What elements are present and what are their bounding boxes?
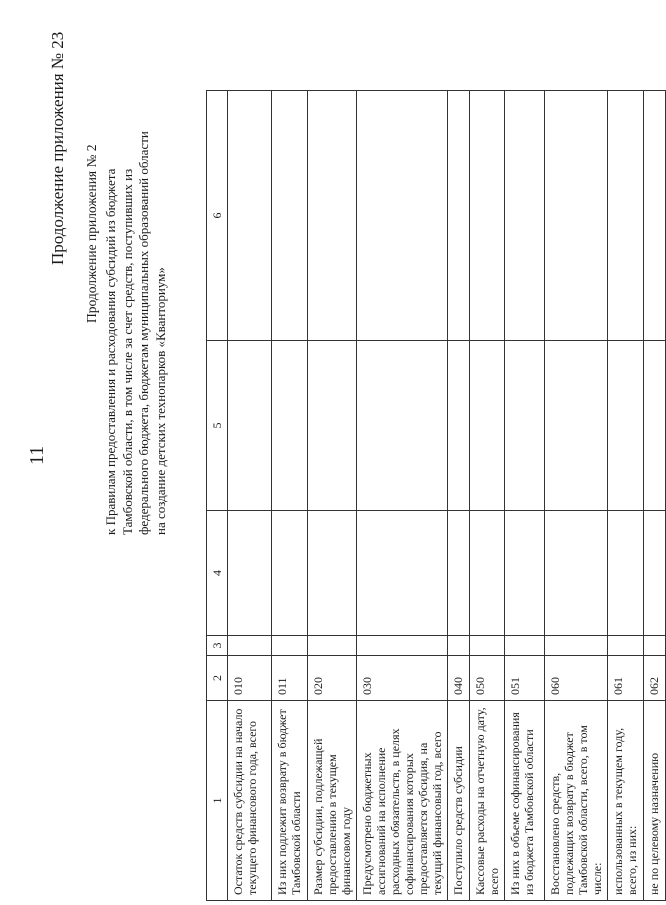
row-code: 051 — [505, 656, 545, 701]
row-label: Из них подлежит возврату в бюджет Тамбовской области — [272, 701, 308, 901]
empty-cell — [644, 511, 666, 636]
table-row — [308, 91, 357, 901]
empty-cell — [470, 511, 505, 636]
table-row — [272, 91, 308, 901]
continuation-subtitle: Продолжение приложения № 2 — [84, 144, 99, 323]
row-label: Остаток средств субсидии на начало текущего финансового года, всего — [228, 701, 272, 901]
empty-cell — [545, 91, 608, 341]
table-row — [545, 91, 608, 901]
row-label: Кассовые расходы на отчетную дату, всего — [470, 701, 505, 901]
empty-cell — [448, 341, 470, 511]
table-row — [448, 91, 470, 901]
empty-cell — [505, 341, 545, 511]
empty-cell — [228, 91, 272, 341]
row-code: 061 — [608, 656, 644, 701]
row-code: 030 — [357, 656, 448, 701]
empty-cell — [505, 636, 545, 656]
row-code: 062 — [644, 656, 666, 701]
empty-cell — [308, 636, 357, 656]
column-header: 4 — [207, 511, 228, 636]
empty-cell — [228, 636, 272, 656]
row-code: 040 — [448, 656, 470, 701]
row-label: Восстановлено средств, подлежащих возврату в бюджет Тамбовской области, всего, в том числе: — [545, 701, 608, 901]
empty-cell — [272, 91, 308, 341]
empty-cell — [448, 91, 470, 341]
empty-cell — [644, 91, 666, 341]
empty-cell — [470, 636, 505, 656]
table-row — [608, 91, 644, 901]
empty-cell — [357, 341, 448, 511]
empty-cell — [644, 341, 666, 511]
empty-cell — [545, 511, 608, 636]
table-row — [357, 91, 448, 901]
empty-cell — [505, 511, 545, 636]
table-row — [470, 91, 505, 901]
empty-cell — [272, 636, 308, 656]
row-code: 011 — [272, 656, 308, 701]
empty-cell — [308, 511, 357, 636]
empty-cell — [470, 91, 505, 341]
empty-cell — [545, 341, 608, 511]
page-number: 11 — [26, 445, 48, 465]
table-header-row — [207, 91, 228, 901]
row-label: Размер субсидии, подлежащей предоставлению в текущем финансовом году — [308, 701, 357, 901]
empty-cell — [608, 636, 644, 656]
empty-cell — [608, 341, 644, 511]
row-code: 060 — [545, 656, 608, 701]
row-label: Предусмотрено бюджетных ассигнований на исполнение расходных обязательств, в целях софинансирования которых предоставляется субсидия, на текущий финансовый год, всего — [357, 701, 448, 901]
empty-cell — [357, 636, 448, 656]
empty-cell — [228, 511, 272, 636]
empty-cell — [308, 91, 357, 341]
empty-cell — [545, 636, 608, 656]
row-label: не по целевому назначению — [644, 701, 666, 901]
empty-cell — [505, 91, 545, 341]
empty-cell — [272, 341, 308, 511]
row-code: 020 — [308, 656, 357, 701]
empty-cell — [357, 511, 448, 636]
row-label: Поступило средств субсидии — [448, 701, 470, 901]
description-line: федерального бюджета, бюджетам муниципальных образований области — [136, 131, 152, 535]
row-label: использованных в текущем году, всего, из них: — [608, 701, 644, 901]
empty-cell — [448, 636, 470, 656]
column-header: 3 — [207, 636, 228, 656]
description-line: Тамбовской области, в том числе за счет средств, поступивших из — [119, 168, 135, 535]
description-line: к Правилам предоставления и расходования субсидий из бюджета — [103, 168, 118, 535]
empty-cell — [272, 511, 308, 636]
table-row — [228, 91, 272, 901]
column-header: 5 — [207, 341, 228, 511]
empty-cell — [470, 341, 505, 511]
row-code: 010 — [228, 656, 272, 701]
table-row — [505, 91, 545, 901]
table-row — [644, 91, 666, 901]
subsidy-report-table — [206, 90, 666, 901]
empty-cell — [608, 511, 644, 636]
empty-cell — [357, 91, 448, 341]
row-label: Из них в объеме софинансирования из бюджета Тамбовской области — [505, 701, 545, 901]
rules-description — [103, 35, 169, 535]
column-header: 2 — [207, 656, 228, 701]
empty-cell — [608, 91, 644, 341]
empty-cell — [644, 636, 666, 656]
continuation-title: Продолжение приложения № 23 — [48, 31, 67, 265]
empty-cell — [448, 511, 470, 636]
empty-cell — [228, 341, 272, 511]
description-line: на создание детских технопарков «Кванториум» — [152, 267, 168, 535]
column-header: 6 — [207, 91, 228, 341]
empty-cell — [308, 341, 357, 511]
row-code: 050 — [470, 656, 505, 701]
column-header: 1 — [207, 701, 228, 901]
